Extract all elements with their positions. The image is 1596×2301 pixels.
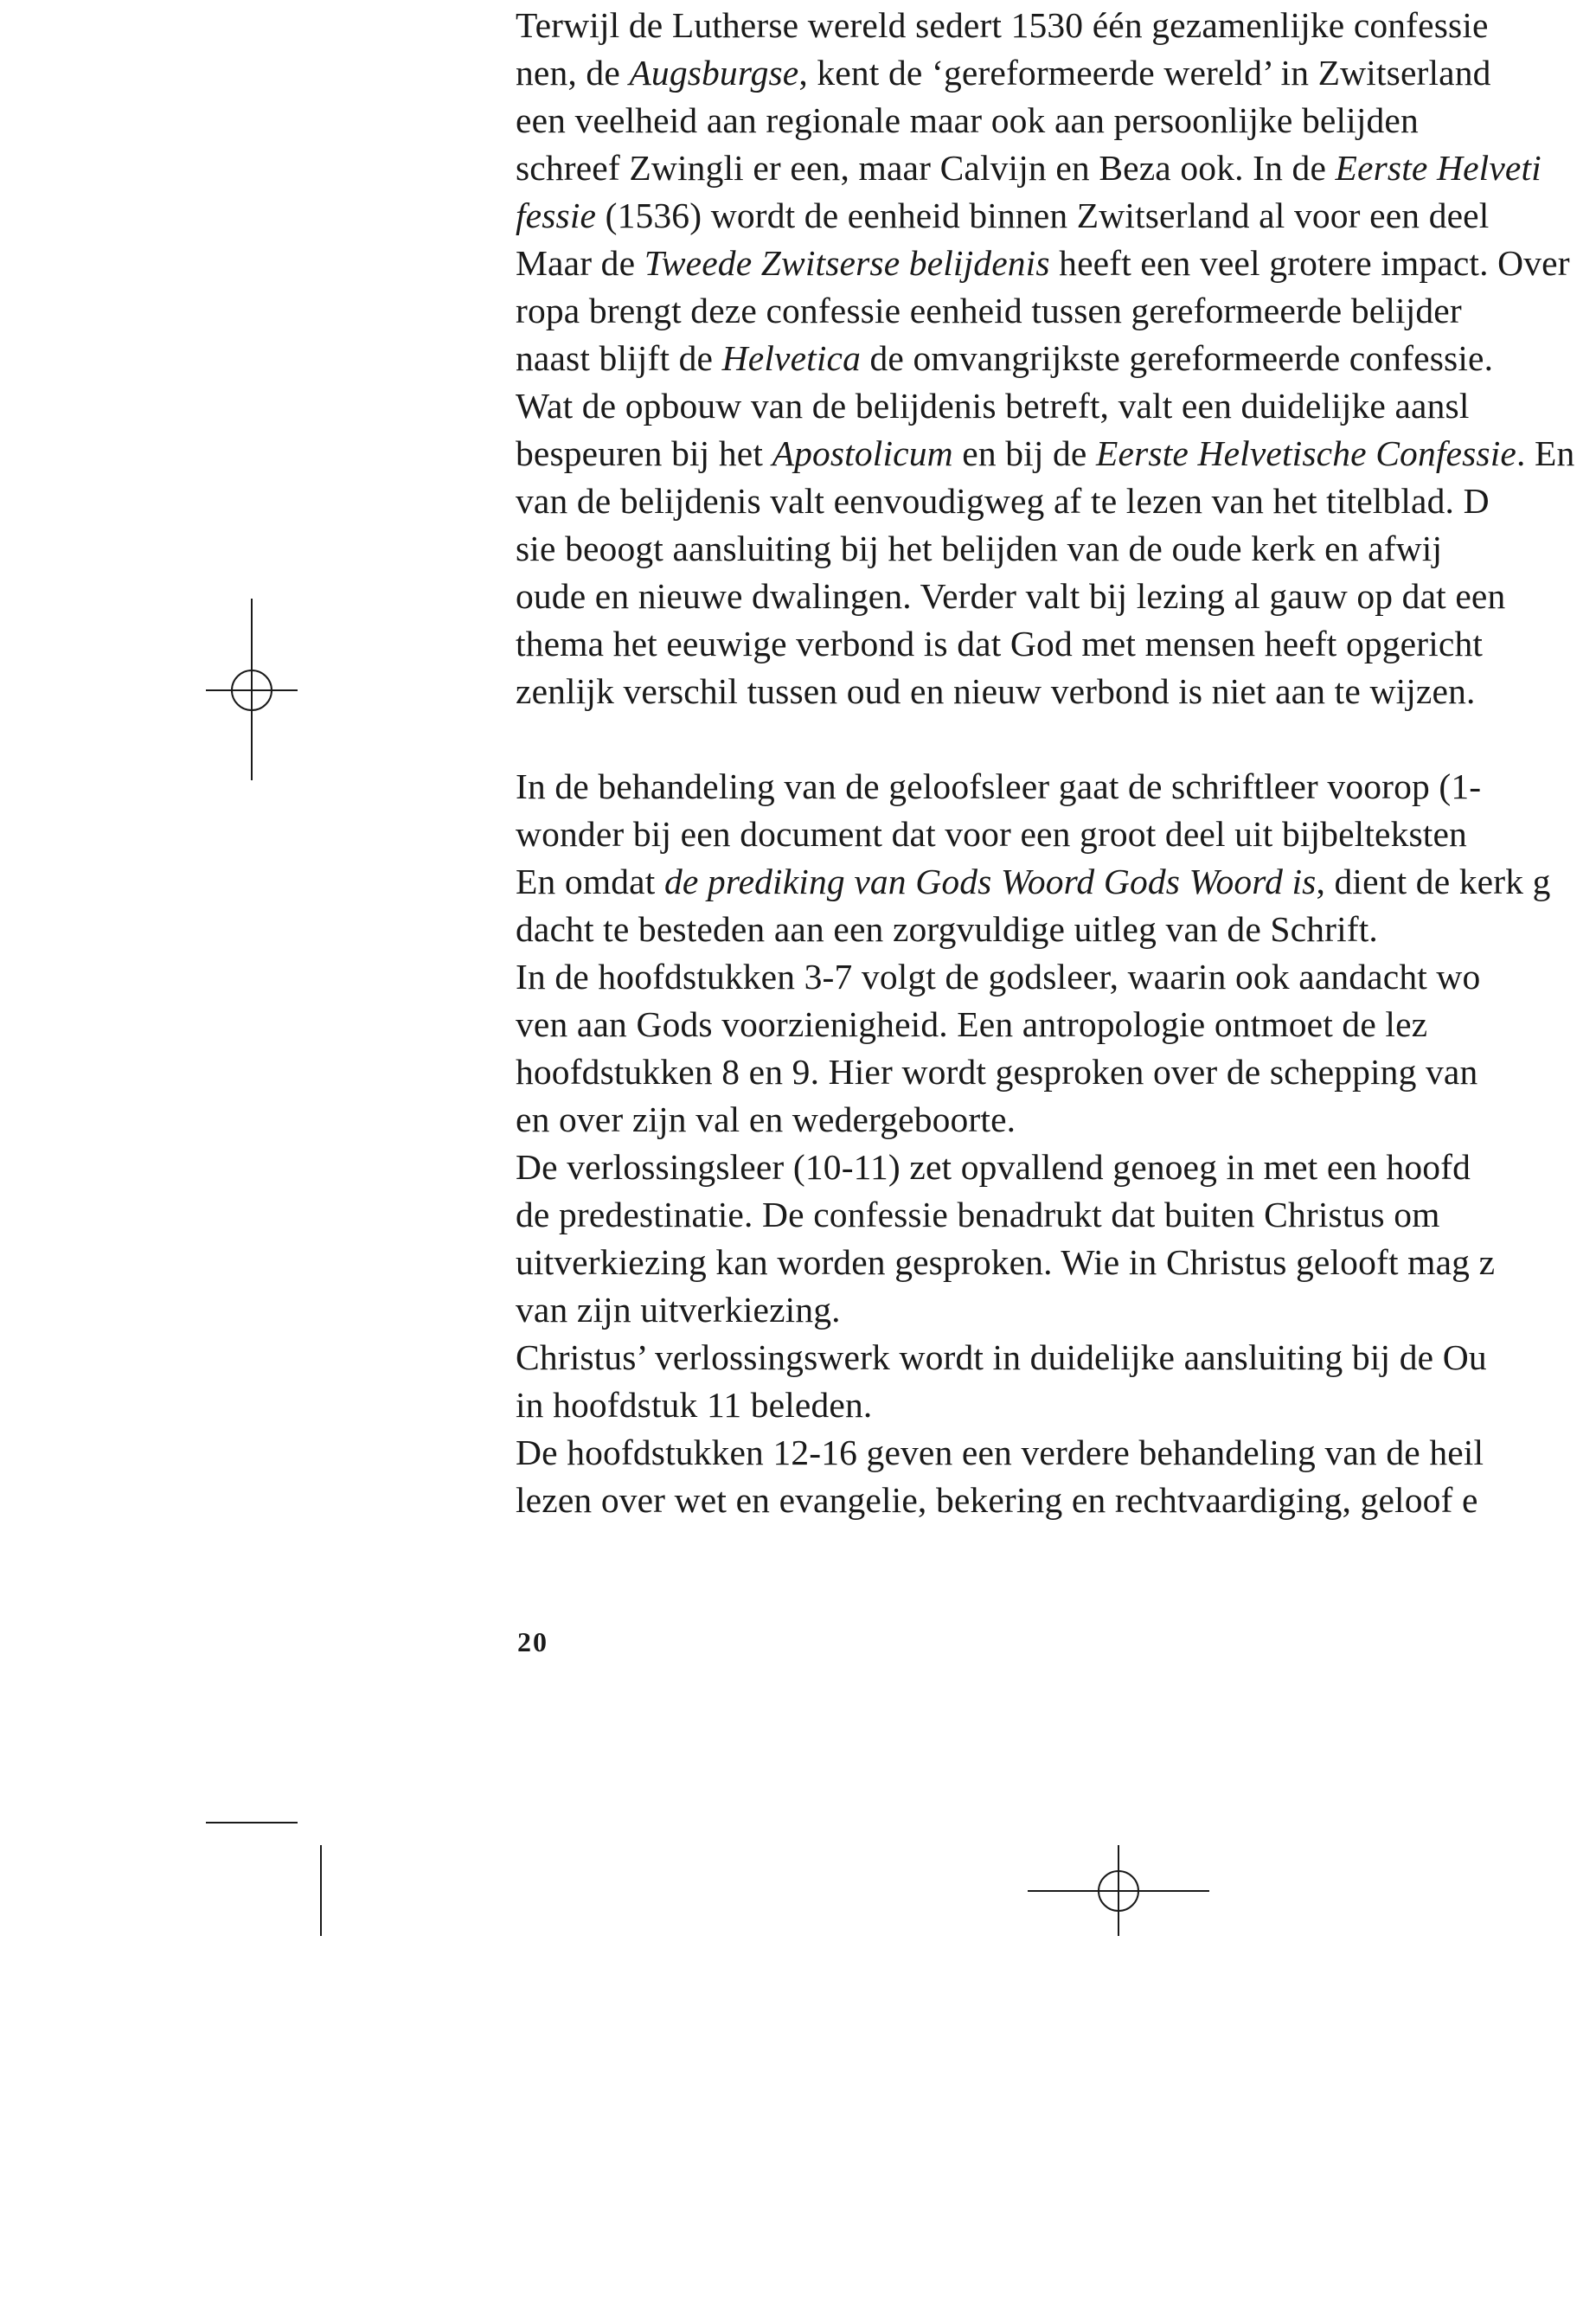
text-run: Wat de opbouw van de belijdenis betreft, valt een duidelijke aansl — [516, 386, 1470, 426]
text-line — [516, 1286, 841, 1334]
text-run: , kent de ‘gereformeerde wereld’ in Zwitserland — [798, 53, 1491, 93]
text-run: heeft een veel grotere impact. Over — [1049, 243, 1570, 283]
text-line — [516, 240, 1570, 287]
text-run: uitverkiezing kan worden gesproken. Wie in Christus gelooft mag z — [516, 1242, 1496, 1282]
text-line — [516, 668, 1476, 715]
text-run: de predestinatie. De confessie benadrukt dat buiten Christus om — [516, 1195, 1440, 1234]
text-run: van de belijdenis valt eenvoudigweg af te lezen van het titelblad. D — [516, 481, 1490, 521]
text-run: dacht te besteden aan een zorgvuldige uitleg van de Schrift. — [516, 909, 1378, 949]
italic-title: Eerste Helveti — [1335, 148, 1542, 188]
text-line — [516, 430, 1574, 478]
italic-title: Helvetica — [721, 338, 861, 378]
text-line — [516, 192, 1489, 240]
text-run: bespeuren bij het — [516, 433, 772, 473]
text-line — [516, 573, 1505, 620]
registration-mark-left-circle — [231, 670, 272, 711]
text-line — [516, 525, 1442, 573]
text-line — [516, 906, 1378, 953]
text-line — [516, 1477, 1478, 1524]
italic-title: Tweede Zwitserse belijdenis — [644, 243, 1050, 283]
text-line — [516, 953, 1480, 1001]
text-run: in hoofdstuk 11 beleden. — [516, 1385, 873, 1425]
crop-mark-bottom-left-vertical — [320, 1845, 322, 1936]
text-line — [516, 335, 1493, 382]
text-line — [516, 1048, 1477, 1096]
text-line — [516, 1381, 872, 1429]
text-line — [516, 858, 1551, 906]
italic-title: de prediking van Gods Woord Gods Woord is — [663, 862, 1317, 901]
text-run: Christus’ verlossingswerk wordt in duidelijke aansluiting bij de Ou — [516, 1337, 1487, 1377]
registration-mark-bottom-circle — [1098, 1870, 1139, 1912]
text-run: In de behandeling van de geloofsleer gaat de schriftleer voorop (1- — [516, 766, 1482, 806]
text-run: ropa brengt deze confessie eenheid tussen gereformeerde belijder — [516, 291, 1462, 330]
text-run: een veelheid aan regionale maar ook aan persoonlijke belijden — [516, 100, 1419, 140]
text-run: En omdat — [516, 862, 664, 901]
text-run: De hoofdstukken 12-16 geven een verdere behandeling van de heil — [516, 1433, 1484, 1472]
text-line — [516, 1096, 1016, 1144]
text-run: , dient de kerk g — [1316, 862, 1551, 901]
text-run: en over zijn val en wedergeboorte. — [516, 1099, 1016, 1139]
text-run: hoofdstukken 8 en 9. Hier wordt gesproken over de schepping van — [516, 1052, 1478, 1092]
text-run: sie beoogt aansluiting bij het belijden van de oude kerk en afwij — [516, 529, 1443, 568]
text-line — [516, 2, 1489, 49]
text-run: naast blijft de — [516, 338, 722, 378]
text-line — [516, 382, 1470, 430]
text-run: schreef Zwingli er een, maar Calvijn en Beza ook. In de — [516, 148, 1336, 188]
text-line — [516, 1144, 1471, 1191]
italic-title: Augsburgse — [629, 53, 799, 93]
text-run: Terwijl de Lutherse wereld sedert 1530 één gezamenlijke confessie — [516, 5, 1489, 45]
text-line — [516, 478, 1490, 525]
text-run: De verlossingsleer (10-11) zet opvallend genoeg in met een hoofd — [516, 1147, 1471, 1187]
text-run: . En — [1516, 433, 1575, 473]
page-number: 20 — [517, 1626, 548, 1657]
italic-title: Eerste Helvetische Confessie — [1096, 433, 1516, 473]
text-line — [516, 49, 1491, 97]
text-line — [516, 763, 1481, 811]
text-run: lezen over wet en evangelie, bekering en rechtvaardiging, geloof e — [516, 1480, 1478, 1520]
text-line — [516, 1429, 1484, 1477]
text-run: zenlijk verschil tussen oud en nieuw verbond is niet aan te wijzen. — [516, 671, 1476, 711]
crop-mark-bottom-left-horizontal — [206, 1822, 298, 1823]
text-line — [516, 620, 1483, 668]
text-run: van zijn uitverkiezing. — [516, 1290, 841, 1330]
text-line — [516, 97, 1419, 144]
text-line — [516, 1239, 1495, 1286]
text-run: Maar de — [516, 243, 644, 283]
text-run: nen, de — [516, 53, 630, 93]
text-run: ven aan Gods voorzienigheid. Een antropologie ontmoet de lez — [516, 1004, 1428, 1044]
text-line — [516, 1334, 1487, 1381]
text-run: In de hoofdstukken 3-7 volgt de godsleer, waarin ook aandacht wo — [516, 957, 1481, 997]
text-run: de omvangrijkste gereformeerde confessie. — [861, 338, 1494, 378]
text-line — [516, 287, 1462, 335]
text-run: (1536) wordt de eenheid binnen Zwitserland al voor een deel — [596, 195, 1490, 235]
body-text — [516, 0, 1596, 1574]
italic-title: Apostolicum — [772, 433, 953, 473]
italic-title: fessie — [516, 195, 597, 235]
text-line — [516, 1191, 1440, 1239]
text-run: oude en nieuwe dwalingen. Verder valt bij lezing al gauw op dat een — [516, 576, 1506, 616]
text-line — [516, 811, 1467, 858]
text-line — [516, 144, 1542, 192]
text-run: wonder bij een document dat voor een groot deel uit bijbelteksten — [516, 814, 1467, 854]
text-run: thema het eeuwige verbond is dat God met mensen heeft opgericht — [516, 624, 1484, 663]
text-line — [516, 1001, 1427, 1048]
text-run: en bij de — [952, 433, 1097, 473]
